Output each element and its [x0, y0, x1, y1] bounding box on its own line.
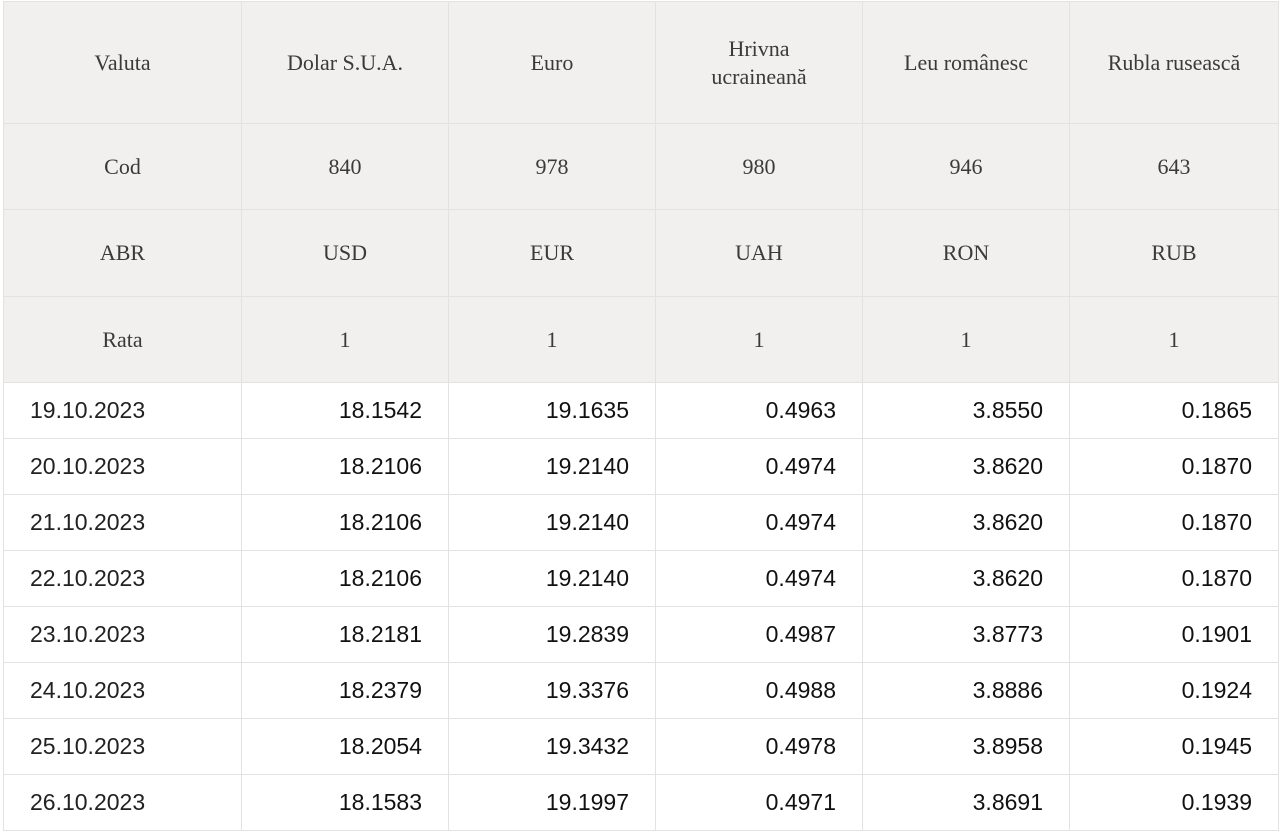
rate-cell-usd: 18.2379	[242, 663, 449, 719]
abbr-uah: UAH	[656, 210, 863, 297]
table-row	[4, 775, 1279, 831]
rate-cell-usd: 18.2054	[242, 719, 449, 775]
rate-cell-rub: 0.1865	[1070, 383, 1279, 439]
currency-name-uah-line-1: Hrivna	[728, 35, 790, 61]
rate-cell-ron: 3.8620	[863, 551, 1070, 607]
table-row	[4, 383, 1279, 439]
exchange-rates-table	[3, 1, 1279, 831]
rate-cell-uah: 0.4974	[656, 495, 863, 551]
rate-cell-ron: 3.8886	[863, 663, 1070, 719]
rate-cell-eur: 19.2140	[449, 439, 656, 495]
rate-cell-rub: 0.1870	[1070, 551, 1279, 607]
rate-multiplier-usd: 1	[242, 297, 449, 383]
date-cell: 24.10.2023	[4, 663, 242, 719]
date-cell: 23.10.2023	[4, 607, 242, 663]
table-row	[4, 663, 1279, 719]
header-row-valuta	[4, 2, 1279, 124]
rate-cell-uah: 0.4963	[656, 383, 863, 439]
rate-cell-usd: 18.2181	[242, 607, 449, 663]
code-ron: 946	[863, 124, 1070, 210]
abbr-rub: RUB	[1070, 210, 1279, 297]
table-row	[4, 719, 1279, 775]
rate-cell-eur: 19.2140	[449, 495, 656, 551]
rate-cell-ron: 3.8620	[863, 439, 1070, 495]
date-cell: 22.10.2023	[4, 551, 242, 607]
currency-name-uah	[656, 2, 863, 124]
rate-cell-rub: 0.1870	[1070, 495, 1279, 551]
rate-cell-rub: 0.1939	[1070, 775, 1279, 831]
table-row	[4, 551, 1279, 607]
code-eur: 978	[449, 124, 656, 210]
code-uah: 980	[656, 124, 863, 210]
date-cell: 20.10.2023	[4, 439, 242, 495]
header-label-abr: ABR	[4, 210, 242, 297]
rate-cell-uah: 0.4987	[656, 607, 863, 663]
rate-cell-uah: 0.4974	[656, 439, 863, 495]
header-row-rata	[4, 297, 1279, 383]
rate-cell-eur: 19.2140	[449, 551, 656, 607]
currency-name-usd: Dolar S.U.A.	[242, 2, 449, 124]
code-rub: 643	[1070, 124, 1279, 210]
rate-cell-uah: 0.4974	[656, 551, 863, 607]
table-row	[4, 439, 1279, 495]
table-row	[4, 495, 1279, 551]
code-usd: 840	[242, 124, 449, 210]
abbr-ron: RON	[863, 210, 1070, 297]
rate-cell-ron: 3.8691	[863, 775, 1070, 831]
rate-multiplier-uah: 1	[656, 297, 863, 383]
date-cell: 25.10.2023	[4, 719, 242, 775]
rate-cell-uah: 0.4988	[656, 663, 863, 719]
rate-cell-eur: 19.3376	[449, 663, 656, 719]
currency-name-uah-line-2: ucraineană	[711, 63, 807, 89]
rate-cell-uah: 0.4971	[656, 775, 863, 831]
currency-name-rub: Rubla rusească	[1070, 2, 1279, 124]
rate-cell-rub: 0.1901	[1070, 607, 1279, 663]
rate-cell-eur: 19.2839	[449, 607, 656, 663]
rate-multiplier-ron: 1	[863, 297, 1070, 383]
currency-name-eur: Euro	[449, 2, 656, 124]
abbr-usd: USD	[242, 210, 449, 297]
rate-cell-uah: 0.4978	[656, 719, 863, 775]
date-cell: 26.10.2023	[4, 775, 242, 831]
abbr-eur: EUR	[449, 210, 656, 297]
rate-cell-eur: 19.3432	[449, 719, 656, 775]
rate-cell-ron: 3.8958	[863, 719, 1070, 775]
rate-cell-ron: 3.8550	[863, 383, 1070, 439]
rate-cell-rub: 0.1924	[1070, 663, 1279, 719]
rate-cell-usd: 18.2106	[242, 551, 449, 607]
rate-cell-eur: 19.1635	[449, 383, 656, 439]
rate-cell-usd: 18.2106	[242, 495, 449, 551]
header-row-abr	[4, 210, 1279, 297]
rate-cell-ron: 3.8773	[863, 607, 1070, 663]
date-cell: 21.10.2023	[4, 495, 242, 551]
rate-cell-ron: 3.8620	[863, 495, 1070, 551]
date-cell: 19.10.2023	[4, 383, 242, 439]
header-label-rata: Rata	[4, 297, 242, 383]
rate-multiplier-eur: 1	[449, 297, 656, 383]
header-row-cod	[4, 124, 1279, 210]
rate-cell-rub: 0.1870	[1070, 439, 1279, 495]
rate-cell-eur: 19.1997	[449, 775, 656, 831]
header-label-valuta: Valuta	[4, 2, 242, 124]
rate-cell-usd: 18.2106	[242, 439, 449, 495]
header-label-cod: Cod	[4, 124, 242, 210]
currency-name-ron: Leu românesc	[863, 2, 1070, 124]
rate-cell-usd: 18.1542	[242, 383, 449, 439]
rate-cell-rub: 0.1945	[1070, 719, 1279, 775]
rate-cell-usd: 18.1583	[242, 775, 449, 831]
table-row	[4, 607, 1279, 663]
rate-multiplier-rub: 1	[1070, 297, 1279, 383]
